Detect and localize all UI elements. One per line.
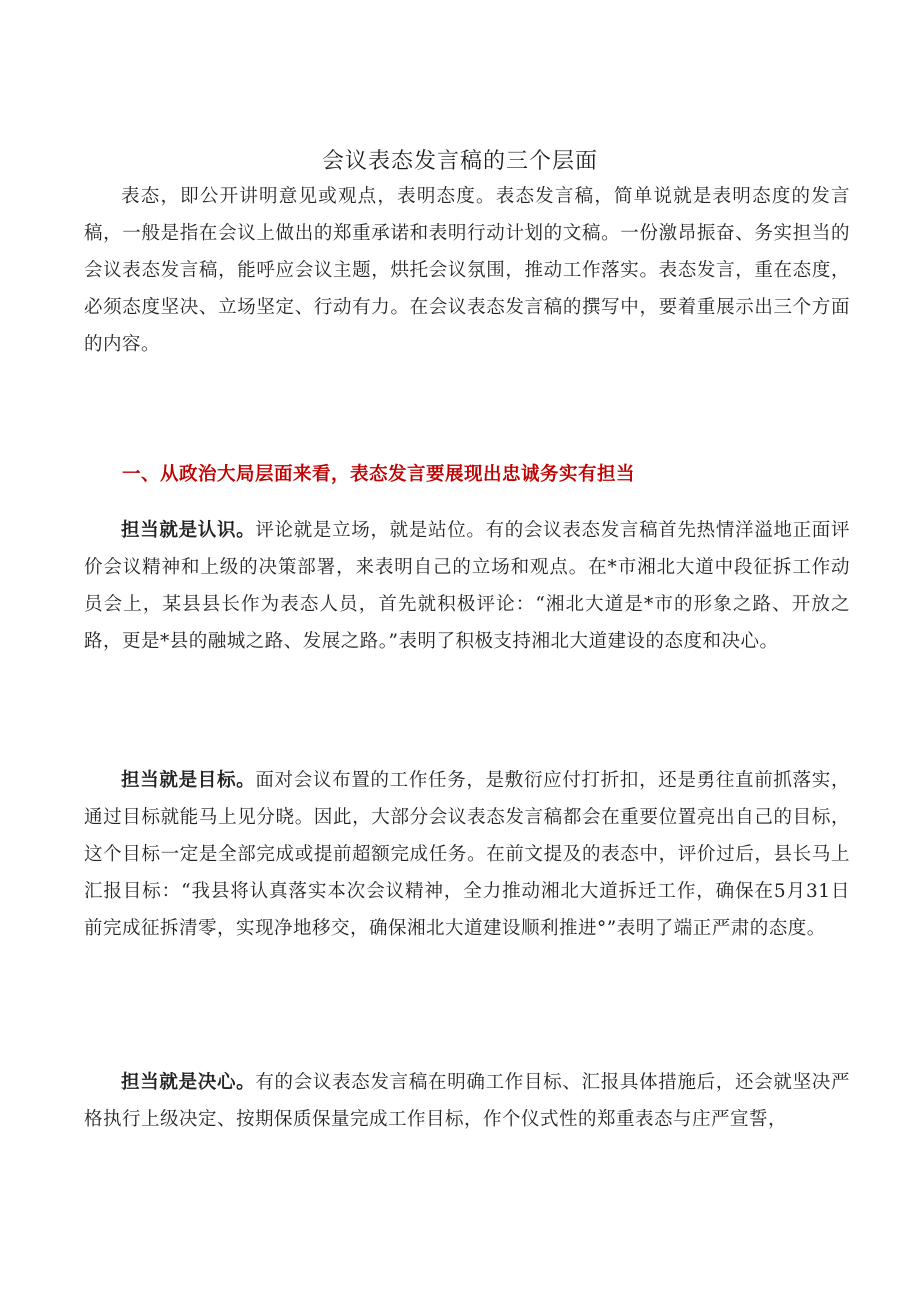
paragraph-recognition	[84, 512, 850, 660]
section-heading-1: 一、从政治大局层面来看，表态发言要展现出忠诚务实有担当	[122, 464, 636, 485]
paragraph-lead: 担当就是认识。	[121, 520, 256, 541]
paragraph-determination	[84, 1064, 850, 1138]
paragraph-body: 有的会议表态发言稿在明确工作目标、汇报具体措施后，还会就坚决严格执行上级决定、按期保质保量完成工作目标，作个仪式性的郑重表态与庄严宣誓，	[84, 1072, 850, 1130]
paragraph-lead: 担当就是目标。	[121, 770, 256, 791]
paragraph-body: 评论就是立场，就是站位。有的会议表态发言稿首先热情洋溢地正面评价会议精神和上级的决策部署，来表明自己的立场和观点。在*市湘北大道中段征拆工作动员会上，某县县长作为表态人员，首先就积极评论：“湘北大道是*市的形象之路、开放之路，更是*县的融城之路、发展之路。”表明了积极支持湘北大道建设的态度和决心。	[84, 520, 850, 652]
document-title: 会议表态发言稿的三个层面	[321, 149, 598, 174]
intro-paragraph: 表态，即公开讲明意见或观点，表明态度。表态发言稿，简单说就是表明态度的发言稿，一般是指在会议上做出的郑重承诺和表明行动计划的文稿。一份激昂振奋、务实担当的会议表态发言稿，能呼应会议主题，烘托会议氛围，推动工作落实。表态发言，重在态度，必须态度坚决、立场坚定、行动有力。在会议表态发言稿的撰写中，要着重展示出三个方面的内容。	[84, 186, 850, 355]
paragraph-lead: 担当就是决心。	[121, 1072, 256, 1093]
paragraph-body: 面对会议布置的工作任务，是敷衍应付打折扣，还是勇往直前抓落实，通过目标就能马上见分晓。因此，大部分会议表态发言稿都会在重要位置亮出自己的目标，这个目标一定是全部完成或提前超额完成任务。在前文提及的表态中，评价过后，县长马上汇报目标：“我县将认真落实本次会议精神，全力推动湘北大道拆迁工作，确保在5月31日前完成征拆清零，实现净地移交，确保湘北大道建设顺利推进°”表明了端正严肃的态度。	[84, 770, 850, 939]
paragraph-goal	[84, 762, 850, 947]
